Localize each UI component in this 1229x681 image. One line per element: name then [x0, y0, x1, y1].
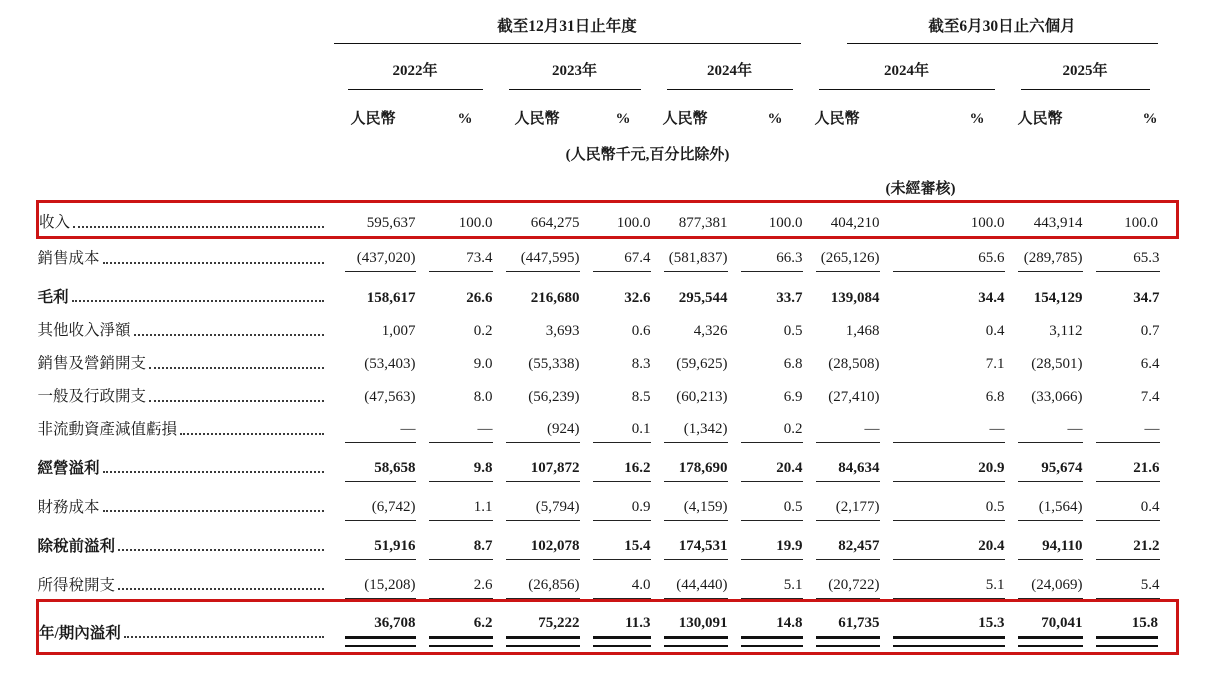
row-label: 經營溢利 — [37, 460, 100, 477]
table-row — [38, 377, 1178, 410]
value-cell: 20.9 — [978, 460, 1005, 476]
value-cell: 26.6 — [466, 290, 493, 306]
value-cell: 34.7 — [1133, 290, 1160, 306]
value-cell: 0.5 — [985, 499, 1005, 515]
value-cell: (28,508) — [828, 356, 880, 372]
highlighted-row — [38, 202, 1178, 238]
value-cell: 443,914 — [1033, 215, 1083, 231]
value-cell: 21.2 — [1133, 538, 1160, 554]
value-cell: (55,338) — [528, 356, 580, 372]
table-row — [38, 560, 1178, 601]
value-cell: 4.0 — [631, 577, 651, 593]
value-cell: 8.7 — [473, 538, 493, 554]
value-cell: 595,637 — [366, 215, 416, 231]
table-row — [38, 344, 1178, 377]
row-label: 非流動資產減值虧損 — [37, 421, 178, 438]
double-rule — [345, 636, 416, 647]
table-row — [38, 272, 1178, 311]
table-row — [38, 443, 1178, 482]
double-rule — [593, 636, 651, 647]
value-cell: 2.6 — [473, 577, 493, 593]
double-rule — [664, 636, 728, 647]
dot-leader — [118, 549, 323, 551]
percent-header: % — [615, 111, 631, 127]
value-cell: 6.2 — [473, 615, 493, 631]
value-cell: 130,091 — [678, 615, 728, 631]
table-row — [38, 311, 1178, 344]
value-cell: 139,084 — [830, 290, 880, 306]
value-cell: 664,275 — [530, 215, 580, 231]
double-rule — [741, 636, 803, 647]
value-cell: 7.1 — [985, 356, 1005, 372]
value-cell: 67.4 — [624, 250, 651, 266]
value-cell: 0.4 — [1140, 499, 1160, 515]
value-cell: — — [477, 421, 493, 437]
dot-leader — [73, 226, 323, 228]
value-cell: 6.8 — [985, 389, 1005, 405]
value-cell: 20.4 — [776, 460, 803, 476]
row-label: 年/期內溢利 — [39, 625, 121, 642]
value-cell: 1,007 — [381, 323, 416, 339]
double-rule — [816, 636, 880, 647]
row-label: 銷售及營銷開支 — [37, 355, 147, 372]
value-cell: (27,410) — [828, 389, 880, 405]
value-cell: (289,785) — [1023, 250, 1083, 266]
value-cell: 5.1 — [783, 577, 803, 593]
double-rule — [1096, 636, 1159, 647]
dot-leader — [124, 636, 324, 638]
double-rule — [506, 636, 580, 647]
value-cell: 6.8 — [783, 356, 803, 372]
value-cell: 0.5 — [783, 323, 803, 339]
value-cell: 75,222 — [538, 615, 580, 631]
row-label: 收入 — [39, 214, 71, 231]
value-cell: — — [400, 421, 416, 437]
double-rule — [893, 636, 1005, 647]
row-label: 毛利 — [37, 289, 69, 306]
period-group-interim: 截至6月30日止六個月 — [847, 14, 1158, 44]
value-cell: 34.4 — [978, 290, 1005, 306]
value-cell: (924) — [547, 421, 580, 437]
value-cell: 11.3 — [625, 615, 651, 631]
value-cell: 9.0 — [473, 356, 493, 372]
double-rule — [429, 636, 493, 647]
value-cell: 9.8 — [473, 460, 493, 476]
value-cell: 100.0 — [970, 215, 1005, 231]
value-cell: (28,501) — [1031, 356, 1083, 372]
dot-leader — [149, 400, 323, 402]
value-cell: 58,658 — [374, 460, 416, 476]
value-cell: 65.6 — [978, 250, 1005, 266]
year-header-2022: 2022年 — [348, 44, 483, 90]
value-cell: (59,625) — [676, 356, 728, 372]
value-cell: 5.4 — [1140, 577, 1160, 593]
value-cell: 7.4 — [1140, 389, 1160, 405]
value-cell: 100.0 — [458, 215, 493, 231]
dot-leader — [103, 510, 324, 512]
value-cell: 33.7 — [776, 290, 803, 306]
value-cell: 3,693 — [545, 323, 580, 339]
value-cell: 158,617 — [366, 290, 416, 306]
unit-note: (人民幣千元,百分比除外) — [565, 147, 730, 163]
value-cell: 102,078 — [530, 538, 580, 554]
value-cell: 19.9 — [776, 538, 803, 554]
table-row — [38, 521, 1178, 560]
percent-header: % — [969, 111, 985, 127]
value-cell: 154,129 — [1033, 290, 1083, 306]
value-cell: 877,381 — [678, 215, 728, 231]
currency-header: 人民幣 — [514, 111, 560, 127]
value-cell: (20,722) — [828, 577, 880, 593]
value-cell: (2,177) — [835, 499, 880, 515]
value-cell: (47,563) — [364, 389, 416, 405]
year-header-2024-interim: 2024年 — [819, 44, 995, 90]
percent-header: % — [1142, 111, 1158, 127]
value-cell: — — [1067, 421, 1083, 437]
period-group-annual: 截至12月31日止年度 — [334, 14, 801, 44]
percent-header: % — [767, 111, 783, 127]
value-cell: 4,326 — [693, 323, 728, 339]
value-cell: 178,690 — [678, 460, 728, 476]
value-cell: 8.3 — [631, 356, 651, 372]
value-cell: 100.0 — [768, 215, 803, 231]
double-rule — [1018, 636, 1083, 647]
value-cell: 0.2 — [783, 421, 803, 437]
value-cell: 0.6 — [631, 323, 651, 339]
row-label: 銷售成本 — [37, 250, 100, 267]
value-cell: (60,213) — [676, 389, 728, 405]
value-cell: — — [989, 421, 1005, 437]
value-cell: 295,544 — [678, 290, 728, 306]
value-cell: (5,794) — [535, 499, 580, 515]
currency-header: 人民幣 — [350, 111, 396, 127]
currency-header: 人民幣 — [1017, 111, 1063, 127]
value-cell: (1,564) — [1038, 499, 1083, 515]
dot-leader — [149, 367, 323, 369]
value-cell: (15,208) — [364, 577, 416, 593]
value-cell: 95,674 — [1041, 460, 1083, 476]
value-cell: 21.6 — [1133, 460, 1160, 476]
value-cell: 82,457 — [838, 538, 880, 554]
value-cell: — — [1144, 421, 1160, 437]
dot-leader — [118, 588, 323, 590]
value-cell: 107,872 — [530, 460, 580, 476]
highlighted-row — [38, 601, 1178, 654]
value-cell: (24,069) — [1031, 577, 1083, 593]
value-cell: 16.2 — [624, 460, 651, 476]
row-label: 一般及行政開支 — [37, 388, 147, 405]
currency-header-row — [38, 90, 1178, 132]
value-cell: (1,342) — [683, 421, 728, 437]
value-cell: 6.4 — [1140, 356, 1160, 372]
table-row — [38, 238, 1178, 273]
value-cell: 61,735 — [838, 615, 880, 631]
value-cell: 1,468 — [845, 323, 880, 339]
row-label: 所得稅開支 — [37, 577, 116, 594]
year-header-row — [38, 44, 1178, 90]
value-cell: (56,239) — [528, 389, 580, 405]
value-cell: (33,066) — [1031, 389, 1083, 405]
value-cell: 100.0 — [616, 215, 651, 231]
unaudited-note-row — [38, 166, 1178, 202]
value-cell: (26,856) — [528, 577, 580, 593]
dot-leader — [103, 471, 324, 473]
value-cell: 6.9 — [783, 389, 803, 405]
value-cell: 1.1 — [473, 499, 493, 515]
value-cell: (6,742) — [371, 499, 416, 515]
table-row — [38, 410, 1178, 443]
currency-header: 人民幣 — [814, 111, 860, 127]
value-cell: 0.7 — [1140, 323, 1160, 339]
value-cell: 216,680 — [530, 290, 580, 306]
value-cell: (53,403) — [364, 356, 416, 372]
value-cell: 5.1 — [985, 577, 1005, 593]
unaudited-note: (未經審核) — [885, 181, 956, 197]
row-label: 其他收入淨額 — [37, 322, 131, 339]
table-row — [38, 482, 1178, 521]
row-label: 財務成本 — [37, 499, 100, 516]
value-cell: 15.4 — [624, 538, 651, 554]
dot-leader — [72, 300, 324, 302]
value-cell: 70,041 — [1041, 615, 1083, 631]
dot-leader — [180, 433, 323, 435]
period-group-header-row — [38, 8, 1178, 44]
value-cell: 14.8 — [776, 615, 803, 631]
value-cell: (447,595) — [520, 250, 580, 266]
value-cell: 15.3 — [978, 615, 1005, 631]
percent-header: % — [457, 111, 473, 127]
value-cell: 0.5 — [783, 499, 803, 515]
value-cell: 20.4 — [978, 538, 1005, 554]
value-cell: (265,126) — [820, 250, 880, 266]
year-header-2023: 2023年 — [509, 44, 641, 90]
value-cell: (4,159) — [683, 499, 728, 515]
value-cell: 94,110 — [1042, 538, 1083, 554]
value-cell: 100.0 — [1124, 215, 1158, 231]
value-cell: 3,112 — [1049, 323, 1083, 339]
value-cell: 66.3 — [776, 250, 803, 266]
value-cell: (581,837) — [668, 250, 728, 266]
value-cell: 32.6 — [624, 290, 651, 306]
year-header-2025-interim: 2025年 — [1021, 44, 1150, 90]
value-cell: 15.8 — [1131, 615, 1158, 631]
value-cell: 0.9 — [631, 499, 651, 515]
value-cell: 0.2 — [473, 323, 493, 339]
dot-leader — [103, 262, 324, 264]
value-cell: 65.3 — [1133, 250, 1160, 266]
value-cell: 73.4 — [466, 250, 493, 266]
currency-header: 人民幣 — [662, 111, 708, 127]
row-label: 除稅前溢利 — [37, 538, 116, 555]
value-cell: 8.5 — [631, 389, 651, 405]
value-cell: 0.4 — [985, 323, 1005, 339]
value-cell: 8.0 — [473, 389, 493, 405]
value-cell: 36,708 — [374, 615, 416, 631]
value-cell: 174,531 — [678, 538, 728, 554]
value-cell: 404,210 — [830, 215, 880, 231]
value-cell: 84,634 — [838, 460, 880, 476]
dot-leader — [134, 334, 324, 336]
year-header-2024: 2024年 — [667, 44, 793, 90]
unit-note-row — [38, 132, 1178, 166]
value-cell: 51,916 — [374, 538, 416, 554]
value-cell: — — [864, 421, 880, 437]
income-statement-table — [36, 8, 1179, 655]
value-cell: (437,020) — [356, 250, 416, 266]
value-cell: 0.1 — [631, 421, 651, 437]
value-cell: (44,440) — [676, 577, 728, 593]
